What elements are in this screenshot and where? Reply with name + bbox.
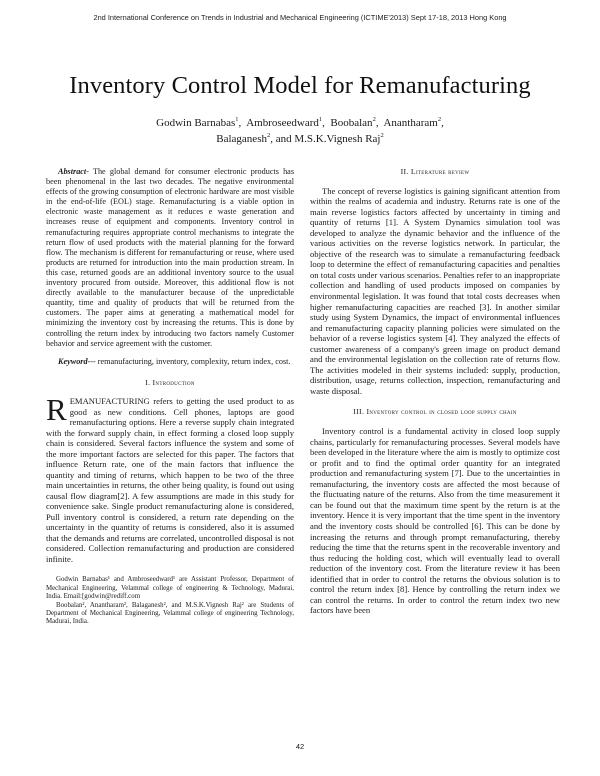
author-affiliation: 1 bbox=[235, 116, 239, 123]
paper-title: Inventory Control Model for Remanufacturing bbox=[69, 72, 531, 99]
left-column bbox=[46, 167, 294, 627]
author-conjunction: and bbox=[275, 132, 292, 145]
section-heading-inventory-control: III. Inventory control in closed loop supply chain bbox=[353, 407, 517, 417]
abstract bbox=[46, 167, 294, 349]
author-affiliation: 2 bbox=[266, 131, 271, 139]
introduction-paragraph bbox=[46, 392, 294, 564]
author-affiliation: 1 bbox=[318, 116, 323, 123]
author-affiliation: 2 bbox=[380, 131, 384, 139]
inventory-control-paragraph: Inventory control is a fundamental activity in closed loop supply chains, particularly for remanufacturing processes. Several models have been developed in the literature where the aim is mostly to optimize cost or profit and to find the optimal order quantity for an integrated production and remanufacturing system [7]. Due to the uncertainties in remanufacturing, the inventory costs are affected the most because of the fluctuating nature of the returns. Also from the time measurement it can be found out that the maximum time spent by the return is at the inventory. Hence it is very important that the time spent in the inventory and the inventory costs should be controlled [6]. This can be done by increasing the returns and through prompt remanufacturing, thereby reducing the time that the returns spent in the recoverable inventory and thus reducing the holding cost, which will eventually lead to overall reduction of the inventory cost. From the literature review it has been identified that in order to control the returns the obvious solution is to control the return index [8]. Hence by controlling the return index we can control the returns. In order to control the return index two new factors have been bbox=[310, 426, 560, 616]
section-heading-literature-review: II. Literature review bbox=[400, 167, 470, 176]
running-header: 2nd International Conference on Trends in Industrial and Mechanical Engineering (ICTIME'2013) Sept 17-18, 2013 Hong Kong bbox=[93, 13, 507, 22]
author-name: Anantharam bbox=[383, 117, 438, 129]
keywords-text: remanufacturing, inventory, complexity, return index, cost. bbox=[95, 356, 291, 366]
intro-text: refers to getting the used product to as good as new conditions. Cell phones, laptops are good remanufacturing options. Here a reverse supply chain integrated with the forward supply chain, in effect forming a closed loop supply chain is considered. Several factors influence the system and some of the more important factors are selected for this paper. The factors that influence Return rate, one of the main factors that influence the quantity and timing of returns, which happen to be two of the three main uncertainties in returns, the other being quality, is found out using causal flow diagram[2]. A few assumptions are made in this study for convenience sake. Single product remanufacturing alone is considered, Pull inventory control is considered, a return rate depending on the uncertainty in the quantity of returns is considered, also it is assumed that the demands and returns are correlated, uncontrolled disposal is not considered. Collection remanufacturing and production are considered infinite. bbox=[46, 396, 294, 564]
footnote-faculty: Godwin Barnabas¹ and Ambroseedward¹ are Assistant Professor, Department of Mechanical Engineering, Velammal college of engineering & Technology, Madurai, India. Email:[godwin@rediff.com bbox=[46, 576, 294, 601]
abstract-label: Abstract bbox=[58, 167, 87, 176]
literature-review-paragraph: The concept of reverse logistics is gaining significant attention from within the realms of academia and industry. Returns rate is one of the main reverse logistics factors affected by uncertainty in timing and quantity of returns [1]. A System Dynamics simulation tool was developed to analyze the dynamic behavior and the influence of the various activities on the reverse logistics network. In particular, the objective of the research was to simulate a remanufacturing feedback loop to determine the effect of remanufacturing capacities and penalties on total costs under various scenarios. Penalties refer to an inappropriate collection and handling of used products imposed on companies by environmental legislation. It was found that total costs decreases when higher remanufacturing capacities are reached [3]. In another similar study using System Dynamics, the impact of environmental influences and remanufacturing capacity planning policies were simulated on the behavior of a reverse logistics system [4]. They analyzed the effects of customer awareness of a company's green image on product demand and the environmental legislation on the collection rate of returns flow. The activities modeled in their systems included: supply, production, distribution, usage, returns collection, inspection, remanufacturing and waste disposal. bbox=[310, 185, 560, 396]
abstract-text: - The global demand for consumer electronic products has been phenomenal in the last two decades. The negative environmental effects of the growing consumption of electronic hardware are most visible in the end-of-life (EOL) stage. Remanufacturing is a viable option in electronic waste management as it reduces e waste generation and increases reuse of equipment and components. Inventory control in remanufacturing requires appropriate control mechanisms to integrate the return flow of used products with the material planning for the forward flow. The mechanism is different for remanufacturing or reuse, where used products are returned for introduction into the main production stream. In this case, returned goods are an additional inventory source to the usual inventory procured from outside. Moreover, this additional flow is not directly available to the manufacturer because of the unpredictable quantity, time and quality of products that will be returned from the customers. The paper aims at generating a mathematical model for minimizing the inventory cost by increasing the returns. This is done by controlling the return index by introducing two factors namely Customer behavior and service agreement with the customer. bbox=[46, 167, 294, 348]
author-line-2: Balaganesh$^2$, and M.S.K.Vignesh Raj$^2$ bbox=[216, 131, 384, 145]
author-name: Balaganesh bbox=[216, 132, 267, 145]
page-number: 42 bbox=[295, 742, 305, 751]
author-name: Boobalan bbox=[330, 117, 373, 129]
author-affiliation: 2 bbox=[437, 116, 442, 123]
author-footnote bbox=[46, 576, 294, 626]
footnote-students: Boobalan², Anantharam², Balaganesh², and M.S.K.Vignesh Raj² are Students of Department of Mechanical Engineering, Velammal college of engineering Technology, Madurai, India. bbox=[46, 601, 294, 626]
right-column bbox=[310, 167, 560, 616]
author-line-1: Godwin Barnabas$^1$, Ambroseedward$^1$, Boobalan$^2$, Anantharam$^2$, bbox=[156, 116, 444, 129]
author-list bbox=[60, 116, 540, 147]
author-name: Godwin Barnabas bbox=[156, 117, 236, 129]
keywords bbox=[46, 357, 294, 367]
keywords-label: Keyword--- bbox=[58, 356, 96, 366]
author-name: M.S.K.Vignesh Raj bbox=[294, 132, 381, 145]
drop-cap: R bbox=[46, 392, 67, 428]
intro-lead-word: EMANUFACTURING bbox=[69, 396, 150, 407]
author-affiliation: 2 bbox=[372, 116, 376, 123]
section-heading-introduction: I. Introduction bbox=[145, 377, 195, 387]
author-name: Ambroseedward bbox=[246, 117, 319, 129]
